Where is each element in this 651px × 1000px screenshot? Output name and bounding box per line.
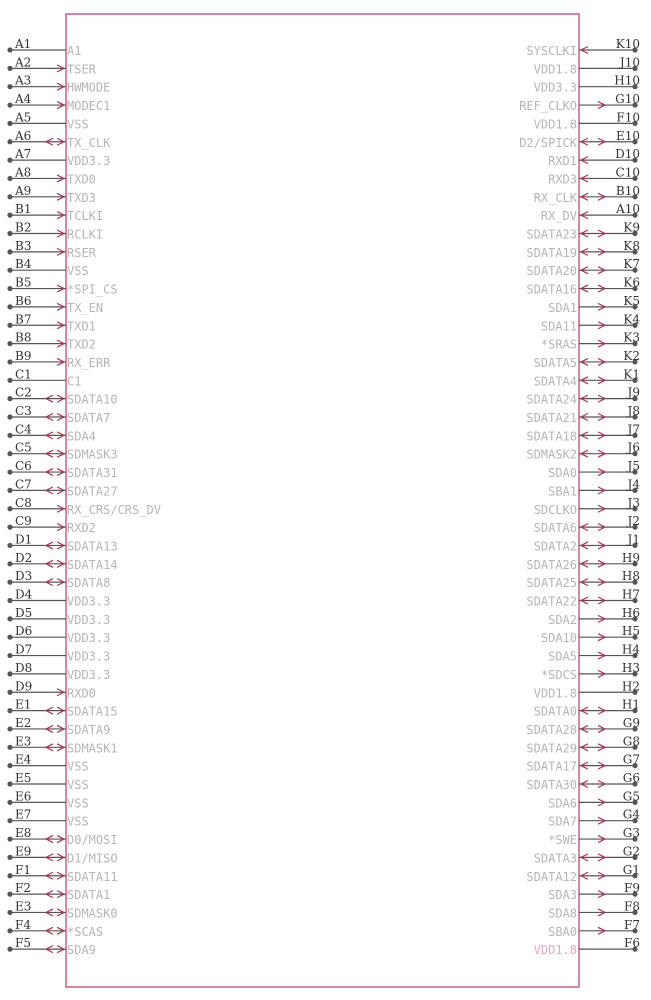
pin-name: TSER: [67, 62, 96, 77]
pin-name: VDD3.3: [67, 649, 111, 664]
pin-name: SDATA29: [526, 741, 577, 756]
pin-number: F1: [15, 862, 31, 877]
pin-right-k1: [534, 367, 640, 388]
pin-name: SDATA24: [526, 392, 577, 407]
pin-name: SDATA14: [67, 557, 118, 572]
pin-endpoint-dot: [7, 910, 12, 915]
pin-name: VDD3.3: [67, 667, 111, 682]
pin-name: SDATA20: [526, 264, 577, 279]
pin-right-f6: [534, 936, 640, 957]
pin-number: H10: [614, 73, 640, 88]
pin-number: D6: [15, 624, 33, 639]
pin-name: SBA0: [548, 924, 577, 939]
pin-number: K4: [623, 312, 640, 327]
pin-name: SDA11: [540, 319, 577, 334]
pin-number: K8: [623, 238, 640, 253]
pin-number: G1: [622, 862, 640, 877]
pin-number: K6: [623, 275, 640, 290]
pin-name: VSS: [67, 778, 89, 792]
pin-number: G2: [622, 844, 640, 859]
pin-name: VDD1.8: [533, 943, 577, 958]
pin-endpoint-dot: [7, 66, 12, 71]
pin-number: E4: [15, 752, 32, 767]
pin-name: TX_CLK: [67, 135, 111, 150]
pin-number: D8: [15, 660, 33, 675]
pin-number: F10: [616, 110, 640, 125]
pin-name: SDATA26: [526, 557, 577, 572]
pin-number: J1: [627, 532, 640, 547]
pin-name: D1/MISO: [67, 851, 118, 866]
pin-endpoint-dot: [7, 763, 12, 768]
pin-number: D4: [15, 587, 33, 602]
pin-name: REF_CLKO: [519, 99, 577, 114]
pin-endpoint-dot: [7, 469, 12, 474]
pin-name: SDATA27: [67, 484, 118, 499]
pin-number: F2: [15, 881, 31, 896]
pin-name: SDMASK3: [67, 447, 118, 462]
pin-right-g1: [526, 863, 640, 884]
pin-name: SDATA22: [526, 594, 577, 609]
pin-number: K2: [623, 348, 640, 363]
pin-name: TX_EN: [67, 300, 104, 315]
pin-endpoint-dot: [7, 543, 12, 548]
pin-name: TXD0: [67, 172, 96, 187]
pin-number: C9: [15, 514, 32, 529]
pin-name: VDD3.3: [67, 612, 111, 627]
pin-number: G6: [622, 771, 640, 785]
pin-number: H7: [621, 587, 640, 602]
pin-name: SDATA23: [526, 227, 577, 242]
pin-name: SDATA10: [67, 392, 118, 407]
pin-name: SDA8: [548, 906, 577, 921]
pin-name: SDA7: [548, 814, 577, 829]
pin-number: A3: [15, 73, 32, 88]
pin-name: D2/SPICK: [519, 135, 577, 150]
pin-number: B8: [15, 330, 32, 345]
pin-name: MODEC1: [67, 99, 111, 114]
pin-endpoint-dot: [7, 561, 12, 566]
pin-endpoint-dot: [7, 139, 12, 144]
pin-name: VSS: [67, 264, 89, 279]
pin-number: C1: [15, 367, 32, 382]
pin-endpoint-dot: [7, 213, 12, 218]
pin-number: E10: [615, 128, 640, 143]
pin-endpoint-dot: [7, 341, 12, 346]
pin-number: G9: [622, 715, 640, 730]
pin-right-j3: [534, 496, 640, 517]
pin-number: G4: [622, 807, 640, 822]
pin-number: C7: [15, 477, 32, 492]
pin-endpoint-dot: [7, 396, 12, 401]
pin-name: VDD1.8: [533, 117, 577, 132]
pin-name: SDCLKO: [533, 502, 577, 517]
pin-endpoint-dot: [7, 414, 12, 419]
pin-number: F8: [624, 899, 640, 914]
pin-endpoint-dot: [7, 194, 12, 199]
pin-endpoint-dot: [7, 580, 12, 585]
pin-endpoint-dot: [7, 323, 12, 328]
pin-number: D10: [615, 147, 640, 162]
pin-number: H6: [621, 605, 640, 620]
pin-name: SDATA6: [533, 521, 577, 536]
pin-name: VDD3.3: [67, 594, 111, 609]
pin-number: D9: [15, 679, 33, 694]
pin-endpoint-dot: [7, 525, 12, 530]
component-body: [66, 14, 579, 987]
pin-name: SDATA7: [67, 411, 111, 425]
pin-name: RXD0: [67, 686, 96, 701]
pin-number: E3: [15, 734, 32, 749]
pin-right-j7: [526, 422, 640, 443]
pin-number: B10: [615, 183, 640, 198]
pin-number: D5: [15, 605, 33, 620]
pin-number: H3: [621, 660, 640, 675]
pin-name: SDATA9: [67, 722, 111, 737]
pin-endpoint-dot: [7, 378, 12, 383]
pin-endpoint-dot: [7, 690, 12, 695]
pin-name: SDATA21: [526, 411, 577, 425]
pin-endpoint-dot: [7, 928, 12, 933]
pin-number: G10: [615, 92, 640, 107]
pin-name: SDMASK0: [67, 906, 118, 921]
pin-name: VDD3.3: [533, 80, 577, 95]
pin-name: SDA0: [548, 466, 577, 481]
pin-number: G7: [622, 752, 640, 767]
pin-name: SDATA18: [526, 429, 577, 444]
pin-number: K1: [623, 367, 640, 382]
pin-number: E7: [15, 807, 32, 822]
pin-number: C2: [15, 385, 32, 400]
pin-number: C5: [15, 440, 32, 455]
pin-endpoint-dot: [7, 488, 12, 493]
pin-number: A2: [15, 55, 32, 70]
pin-name: SBA1: [548, 484, 577, 499]
pin-name: SDATA5: [533, 355, 577, 370]
pin-number: A4: [15, 92, 32, 107]
pin-name: RX_ERR: [67, 355, 111, 370]
pin-endpoint-dot: [7, 286, 12, 291]
pin-right-j5: [548, 459, 640, 480]
pin-name: SDATA30: [526, 778, 577, 792]
pin-endpoint-dot: [7, 745, 12, 750]
pin-endpoint-dot: [7, 304, 12, 309]
pin-name: VSS: [67, 796, 89, 811]
pin-number: A5: [15, 110, 32, 125]
pin-endpoint-dot: [7, 506, 12, 511]
pin-number: F7: [624, 917, 640, 932]
pin-number: F9: [624, 881, 640, 896]
pin-number: A7: [15, 147, 32, 162]
pin-name: SDATA31: [67, 466, 118, 481]
pin-name: SDA6: [548, 796, 577, 811]
pin-number: K10: [615, 37, 640, 51]
pin-name: *SRAS: [540, 337, 577, 352]
pin-name: TXD1: [67, 319, 96, 334]
pin-name: D0/MOSI: [67, 833, 118, 848]
pin-name: SDA5: [548, 649, 577, 664]
pin-name: VDD1.8: [533, 62, 577, 77]
pin-endpoint-dot: [7, 231, 12, 236]
pin-endpoint-dot: [7, 818, 12, 823]
pin-name: VSS: [67, 814, 89, 829]
pin-right-j8: [526, 404, 640, 425]
pin-name: TXD3: [67, 190, 96, 205]
pin-right-j4: [548, 477, 640, 498]
pin-number: B2: [15, 220, 32, 235]
pin-name: A1: [67, 44, 82, 58]
pin-number: J3: [627, 495, 640, 510]
pin-endpoint-dot: [7, 947, 12, 952]
pin-name: SYSCLKI: [526, 44, 577, 58]
pin-number: F5: [15, 936, 31, 951]
pin-name: VDD3.3: [67, 631, 111, 646]
pin-name: SDATA15: [67, 704, 118, 719]
pin-name: SDATA0: [533, 704, 577, 719]
pin-endpoint-dot: [7, 671, 12, 676]
pin-number: B9: [15, 348, 32, 363]
pin-number: J7: [627, 422, 640, 437]
pin-number: G8: [622, 734, 640, 749]
pin-number: H8: [621, 569, 640, 584]
pin-endpoint-dot: [7, 836, 12, 841]
pin-name: *SWE: [548, 833, 577, 848]
pin-number: H4: [621, 642, 640, 657]
pin-endpoint-dot: [7, 726, 12, 731]
pin-name: *SPI_CS: [67, 282, 118, 297]
pin-number: B6: [15, 293, 32, 308]
pin-endpoint-dot: [7, 635, 12, 640]
pin-name: SDATA13: [67, 539, 118, 554]
pin-name: RXD2: [67, 521, 96, 536]
pin-number: C3: [15, 404, 32, 418]
pin-name: *SCAS: [67, 924, 104, 939]
pin-endpoint-dot: [7, 892, 12, 897]
pin-name: RXD1: [548, 154, 577, 169]
pin-number: D1: [15, 532, 33, 547]
pin-name: SDA10: [540, 631, 577, 646]
pin-name: RXD3: [548, 172, 577, 187]
pin-endpoint-dot: [7, 855, 12, 860]
pin-number: B7: [15, 312, 32, 327]
pin-number: K7: [623, 257, 640, 272]
pin-number: J9: [627, 385, 640, 400]
pin-name: TXD2: [67, 337, 96, 352]
pin-name: SDA2: [548, 612, 577, 627]
pin-endpoint-dot: [7, 653, 12, 658]
pin-number: B4: [15, 257, 32, 272]
pin-name: SDATA28: [526, 722, 577, 737]
pin-name: SDATA17: [526, 759, 577, 774]
pin-number: B5: [15, 275, 32, 290]
pin-endpoint-dot: [7, 433, 12, 438]
pin-name: SDATA4: [533, 374, 577, 389]
pin-number: H5: [621, 624, 640, 639]
pin-number: H1: [621, 697, 640, 712]
pin-number: C4: [15, 422, 32, 437]
pin-name: VDD1.8: [533, 686, 577, 701]
pin-number: E3: [15, 899, 32, 914]
pin-name: SDATA2: [533, 539, 577, 554]
pin-right-j2: [534, 514, 640, 535]
pin-endpoint-dot: [7, 249, 12, 254]
pin-endpoint-dot: [7, 616, 12, 621]
pin-number: D7: [15, 642, 33, 657]
pin-name: RSER: [67, 245, 96, 260]
pin-right-j9: [526, 386, 640, 407]
pin-number: J5: [627, 459, 640, 474]
pin-number: K5: [623, 293, 640, 308]
pin-endpoint-dot: [7, 598, 12, 603]
pin-name: RX_DV: [540, 209, 577, 224]
pin-endpoint-dot: [7, 800, 12, 805]
pin-endpoint-dot: [7, 47, 12, 52]
pin-number: A8: [15, 165, 32, 180]
pin-endpoint-dot: [7, 359, 12, 364]
pin-number: K3: [623, 330, 640, 345]
pin-name: SDATA25: [526, 576, 577, 591]
pin-name: VDD3.3: [67, 154, 111, 169]
pin-name: HWMODE: [67, 80, 111, 95]
pin-name: C1: [67, 374, 82, 389]
pin-name: SDMASK2: [526, 447, 577, 462]
pin-name: VSS: [67, 117, 89, 132]
pin-number: C10: [615, 165, 640, 180]
pin-name: SDA3: [548, 888, 577, 903]
pin-name: SDATA1: [67, 888, 111, 903]
pin-number: A10: [616, 202, 640, 217]
pin-endpoint-dot: [7, 121, 12, 126]
pin-number: H9: [621, 550, 640, 565]
pin-name: SDATA11: [67, 869, 118, 884]
pin-number: B3: [15, 238, 32, 253]
pin-number: K9: [623, 220, 640, 235]
pin-name: RX_CRS/CRS_DV: [67, 502, 161, 517]
pin-endpoint-dot: [7, 102, 12, 107]
pin-number: F4: [15, 917, 31, 932]
pin-number: D3: [15, 569, 33, 584]
pin-number: J8: [627, 404, 640, 418]
pin-number: E9: [15, 844, 32, 859]
pin-name: *SDCS: [540, 667, 577, 682]
pin-right-j6: [526, 441, 640, 462]
pin-number: G5: [622, 789, 640, 804]
pin-number: E2: [15, 715, 32, 730]
pin-number: J6: [627, 440, 640, 455]
pin-name: SDA9: [67, 943, 96, 958]
pin-endpoint-dot: [7, 176, 12, 181]
pin-number: J10: [619, 55, 640, 70]
pin-endpoint-dot: [7, 158, 12, 163]
pin-number: F6: [624, 936, 640, 951]
pin-name: SDA1: [548, 300, 577, 315]
pin-number: H2: [621, 679, 640, 694]
pin-name: RCLKI: [67, 227, 104, 242]
pin-name: SDA4: [67, 429, 96, 444]
pin-number: E6: [15, 789, 32, 804]
pin-endpoint-dot: [7, 708, 12, 713]
pin-number: G3: [622, 826, 640, 841]
pin-number: E1: [15, 697, 32, 712]
pin-endpoint-dot: [7, 873, 12, 878]
pin-number: J2: [627, 514, 640, 529]
pin-number: C6: [15, 459, 32, 474]
pin-name: SDATA16: [526, 282, 577, 297]
pin-number: A1: [15, 37, 32, 51]
pin-number: A6: [15, 128, 32, 143]
pin-number: D2: [15, 550, 33, 565]
pin-number: A9: [15, 183, 32, 198]
pin-endpoint-dot: [7, 781, 12, 786]
pin-name: SDATA12: [526, 869, 577, 884]
pin-number: B1: [15, 202, 32, 217]
pin-name: VSS: [67, 759, 89, 774]
left-pin-column: [7, 37, 161, 957]
pin-name: SDATA8: [67, 576, 111, 591]
pin-name: TCLKI: [67, 209, 104, 224]
pin-name: SDATA3: [533, 851, 577, 866]
pin-name: SDMASK1: [67, 741, 118, 756]
pin-endpoint-dot: [7, 268, 12, 273]
pin-name: RX_CLK: [533, 190, 577, 205]
pin-number: C8: [15, 495, 32, 510]
pin-number: E8: [15, 826, 32, 841]
pin-number: J4: [627, 477, 640, 492]
pin-endpoint-dot: [7, 451, 12, 456]
pin-name: SDATA19: [526, 245, 577, 260]
pin-endpoint-dot: [7, 84, 12, 89]
pin-left-f5: [7, 936, 96, 957]
right-pin-column: [519, 37, 640, 957]
pin-number: E5: [15, 771, 32, 785]
